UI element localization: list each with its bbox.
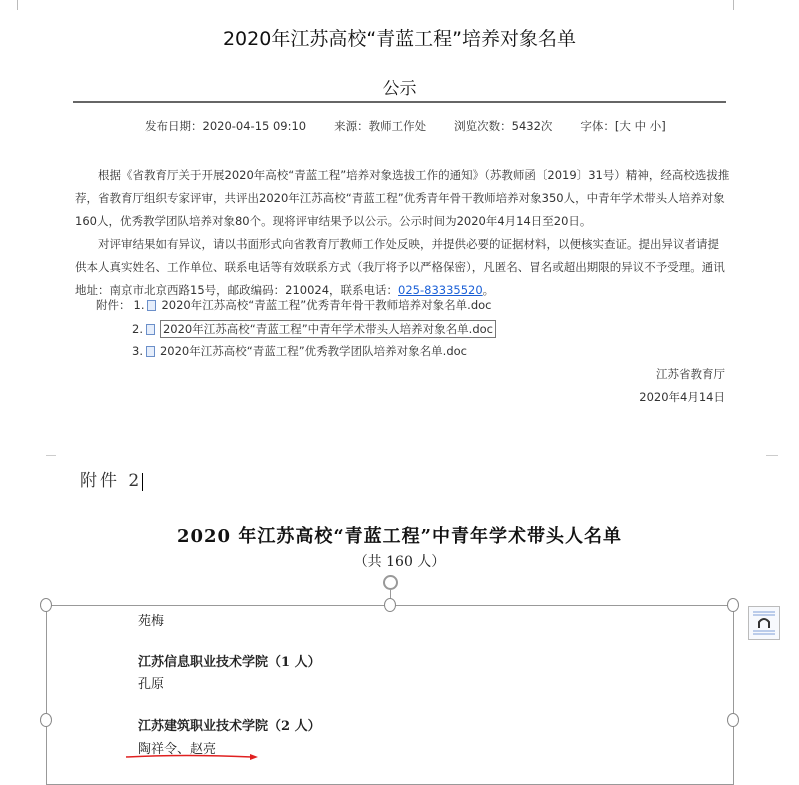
page-corner-mark xyxy=(733,0,734,10)
resize-handle[interactable] xyxy=(40,713,52,727)
font-large-button[interactable]: 大 xyxy=(619,119,631,133)
name-line: 苑梅 xyxy=(138,614,165,629)
font-small-button[interactable]: 小 xyxy=(649,119,662,133)
article-body xyxy=(75,164,730,302)
paragraph: 根据《省教育厅关于开展2020年高校“青蓝工程”培养对象选拔工作的通知》（苏教师函〔2019〕31号）精神，经高校选拔推荐，省教育厅组织专家评审，共评出2020年江苏高校“青蓝工程”优秀青年骨干教师培养对象350人，中青年学术带头人培养对象160人，优秀教学团队培养对象80个。现将评审结果予以公示。公示时间为2020年4月14日至20日。 xyxy=(75,168,730,228)
source: 来源：教师工作处 xyxy=(334,119,427,133)
title-divider xyxy=(73,101,726,103)
attachment-link[interactable]: 2020年江苏高校“青蓝工程”优秀教学团队培养对象名单.doc xyxy=(159,344,467,358)
layout-options-button[interactable] xyxy=(748,606,780,640)
attachment-item: 附件： 1. 2020年江苏高校“青蓝工程”优秀青年骨干教师培养对象名单.doc xyxy=(96,298,492,312)
view-count: 浏览次数：5432次 xyxy=(454,119,553,133)
text-cursor xyxy=(142,473,143,491)
attachment-heading[interactable]: 附件 2 xyxy=(80,471,143,491)
resize-handle[interactable] xyxy=(727,598,739,612)
publish-date: 发布日期：2020-04-15 09:10 xyxy=(145,119,307,133)
school-line: 江苏建筑职业技术学院（2 人） xyxy=(138,719,321,734)
page-corner-mark xyxy=(17,0,18,10)
attachment-item: 3. 2020年江苏高校“青蓝工程”优秀教学团队培养对象名单.doc xyxy=(132,344,467,358)
page-corner-mark xyxy=(766,455,778,456)
phone-link[interactable]: 025-83335520 xyxy=(398,283,483,297)
doc-file-icon xyxy=(146,324,155,335)
signer: 江苏省教育厅 xyxy=(656,367,725,381)
school-line: 江苏信息职业技术学院（1 人） xyxy=(138,655,321,670)
name-line: 陶祥令、赵亮 xyxy=(138,742,217,757)
text-wrap-icon xyxy=(749,607,779,639)
attachments-label: 附件： xyxy=(96,298,131,312)
attachment-item: 2. 2020年江苏高校“青蓝工程”中青年学术带头人培养对象名单.doc xyxy=(132,320,496,338)
resize-handle[interactable] xyxy=(40,598,52,612)
document-title: 2020 年江苏高校“青蓝工程”中青年学术带头人名单 xyxy=(176,526,623,547)
font-size-controls: 字体：[大 中 小] xyxy=(580,119,666,133)
doc-file-icon xyxy=(147,300,156,311)
attachment-link[interactable]: 2020年江苏高校“青蓝工程”中青年学术带头人培养对象名单.doc xyxy=(160,320,496,338)
document-count: （共 160 人） xyxy=(353,554,446,570)
doc-file-icon xyxy=(146,346,155,357)
font-medium-button[interactable]: 中 xyxy=(634,119,647,133)
article-meta xyxy=(145,118,666,134)
paragraph: 对评审结果如有异议，请以书面形式向省教育厅教师工作处反映，并提供必要的证据材料，以便核实查证。提出异议者请提供本人真实姓名、工作单位、联系电话等有效联系方式（我厅将予以严格保密），凡匿名、冒名或超出期限的异议不予受理。通讯地址：南京市北京西路15号，邮政编码：210024，联系电话：025-83335520。 xyxy=(75,237,725,297)
red-arrow-annotation xyxy=(124,752,264,762)
page-subtitle: 公示 xyxy=(382,79,417,99)
rotate-handle-icon[interactable] xyxy=(383,575,398,590)
sign-date: 2020年4月14日 xyxy=(639,390,725,404)
resize-handle[interactable] xyxy=(727,713,739,727)
attachment-link[interactable]: 2020年江苏高校“青蓝工程”优秀青年骨干教师培养对象名单.doc xyxy=(161,298,492,312)
name-line: 孔原 xyxy=(138,677,165,692)
page-title: 2020年江苏高校“青蓝工程”培养对象名单 xyxy=(222,28,577,50)
page-corner-mark xyxy=(46,455,56,456)
resize-handle[interactable] xyxy=(384,598,396,612)
